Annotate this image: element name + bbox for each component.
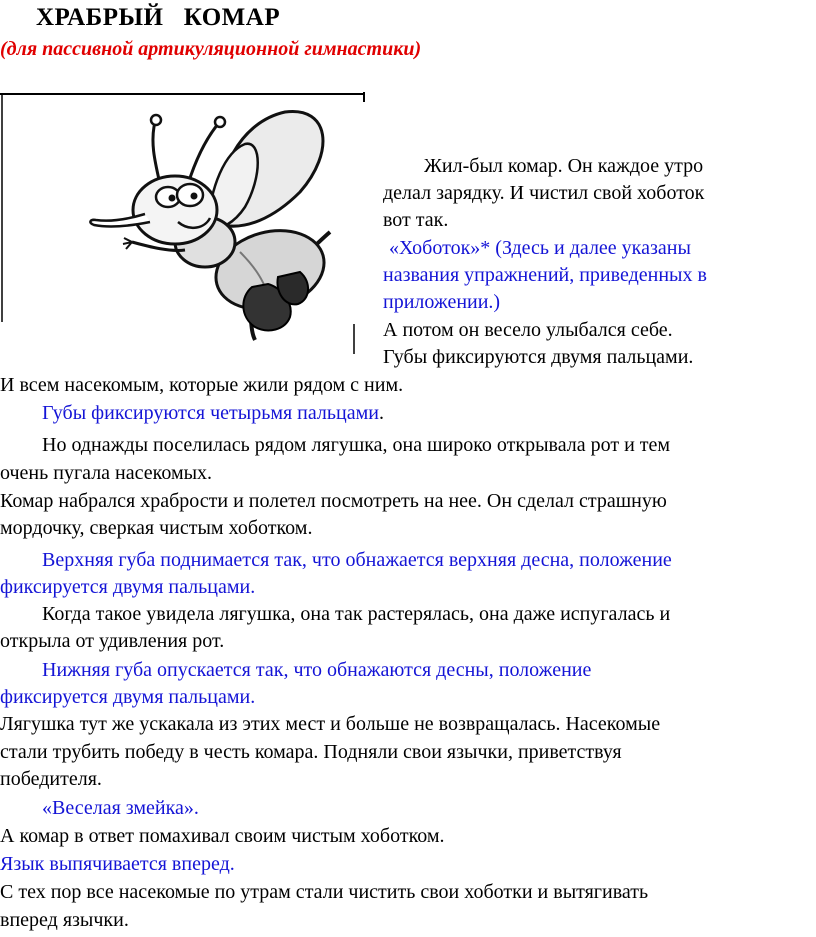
- period: .: [378, 402, 384, 424]
- exercise-line: названия упражнений, приведенных в: [383, 264, 707, 286]
- text-line: А комар в ответ помахивал своим чистым хоботком.: [0, 825, 445, 847]
- exercise-line: «Веселая змейка».: [42, 797, 199, 819]
- text-line: Комар набрался храбрости и полетел посмотреть на нее. Он сделал страшную: [0, 490, 667, 512]
- exercise-line: Верхняя губа поднимается так, что обнажается верхняя десна, положение: [42, 549, 672, 571]
- text-line: И всем насекомым, которые жили рядом с ним.: [0, 374, 404, 396]
- text-line: А потом он весело улыбался себе.: [383, 319, 673, 341]
- story-subtitle: (для пассивной артикуляционной гимнастики): [0, 38, 422, 60]
- exercise-line: приложении.): [383, 291, 501, 313]
- text-line: делал зарядку. И чистил свой хоботок: [383, 182, 705, 204]
- text-line: Жил-был комар. Он каждое утро: [424, 155, 704, 177]
- exercise-line: фиксируется двумя пальцами.: [0, 576, 256, 598]
- text-line: очень пугала насекомых.: [0, 462, 213, 484]
- exercise-line: Язык выпячивается вперед.: [0, 853, 235, 875]
- text-line: С тех пор все насекомые по утрам стали чистить свои хоботки и вытягивать: [0, 881, 649, 903]
- exercise-line: «Хоботок»* (Здесь и далее указаны: [389, 237, 691, 259]
- text-line: Когда такое увидела лягушка, она так растерялась, она даже испугалась и: [42, 603, 671, 625]
- text-line: мордочку, сверкая чистым хоботком.: [0, 517, 313, 539]
- text-line: Но однажды поселилась рядом лягушка, она широко открывала рот и тем: [42, 434, 671, 456]
- text-line: Губы фиксируются двумя пальцами.: [383, 346, 694, 368]
- text-line: вперед язычки.: [0, 909, 129, 931]
- mosquito-illustration: [0, 92, 366, 354]
- text-line: вот так.: [383, 209, 449, 231]
- exercise-line: фиксируется двумя пальцами.: [0, 686, 256, 708]
- exercise-text: Губы фиксируются четырьмя пальцами: [42, 402, 379, 424]
- story-title: ХРАБРЫЙ КОМАР: [36, 4, 281, 31]
- exercise-line: Нижняя губа опускается так, что обнажаются десны, положение: [42, 659, 592, 681]
- text-line: победителя.: [0, 768, 102, 790]
- exercise-line: [42, 400, 384, 427]
- text-line: стали трубить победу в честь комара. Подняли свои язычки, приветствуя: [0, 741, 622, 763]
- text-line: открыла от удивления рот.: [0, 630, 225, 652]
- text-line: Лягушка тут же ускакала из этих мест и больше не возвращалась. Насекомые: [0, 713, 661, 735]
